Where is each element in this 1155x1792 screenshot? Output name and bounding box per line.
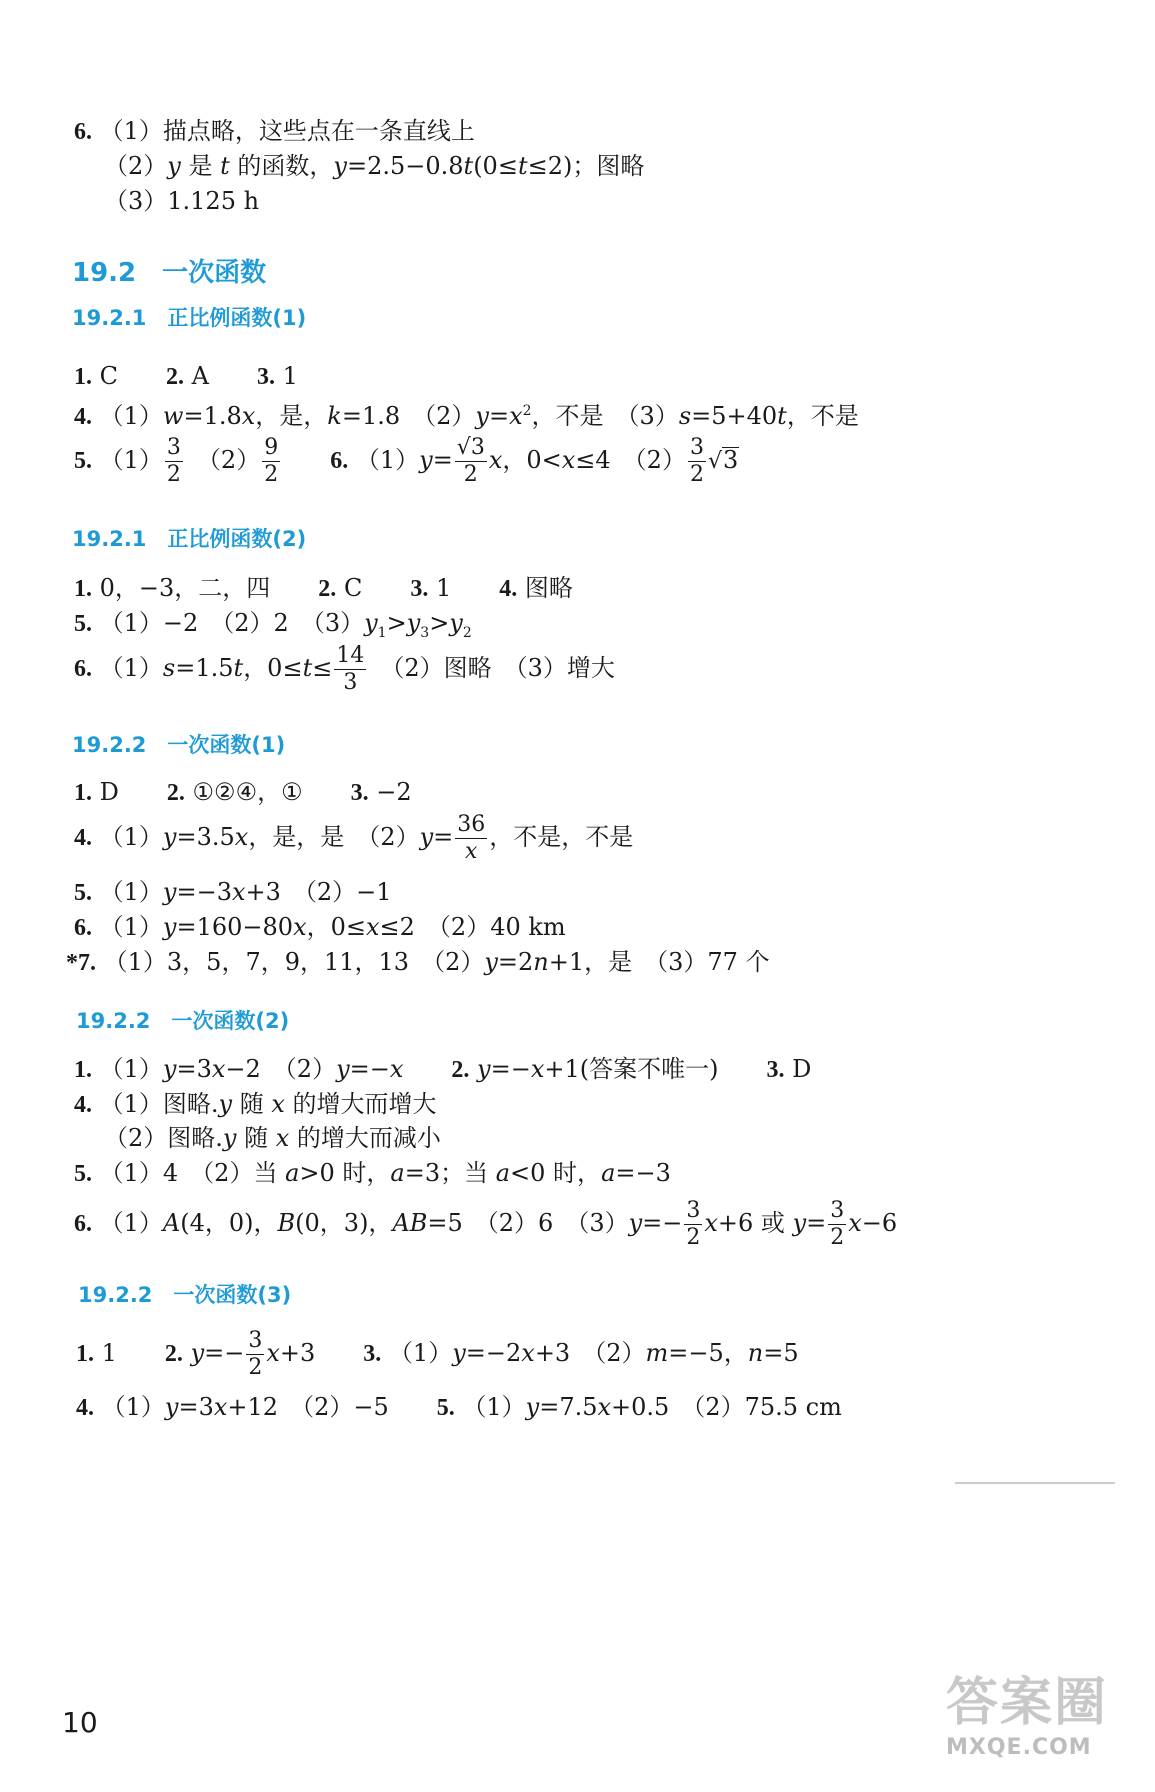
var: A [162, 1209, 181, 1237]
var: x [293, 913, 307, 941]
answer-text: 图略 [524, 574, 573, 602]
var: y [484, 948, 498, 976]
question-number: 2. [166, 780, 185, 806]
var: y [419, 823, 434, 851]
fraction [688, 435, 706, 488]
answer-text: （2） [196, 446, 261, 474]
answer-text: （1） [462, 1393, 526, 1421]
s5-line1 [76, 1328, 799, 1381]
answer-text: (0≤ [473, 152, 518, 180]
var: k [327, 402, 342, 430]
question-number: 4. [74, 404, 92, 430]
answer-text: −2 [376, 778, 412, 806]
s4-line1 [74, 1053, 811, 1086]
s4-line2 [74, 1088, 437, 1121]
answer-text: （1） [99, 1055, 163, 1083]
s4-line4 [74, 1157, 671, 1190]
answer-text: +3 [279, 1339, 316, 1367]
question-number: *7. [66, 950, 96, 976]
var: x [275, 1124, 290, 1152]
question-number: 5. [436, 1395, 455, 1421]
var: y [333, 152, 347, 180]
subsection-title: 19.2.2 一次函数(1) [72, 733, 286, 757]
var: w [162, 402, 184, 430]
answer-text: <0 时， [510, 1159, 602, 1187]
s1-line2 [74, 395, 859, 433]
answer-text: 是 [180, 152, 221, 180]
var: x [213, 1393, 228, 1421]
denominator: 2 [463, 462, 478, 487]
answer-text: ，不是 （3） [531, 402, 679, 430]
var: y [792, 1209, 807, 1237]
s5-line2 [76, 1391, 842, 1424]
var: y [475, 402, 489, 430]
var: x [509, 402, 523, 430]
numerator: 3 [830, 1198, 845, 1223]
answer-text: ，0≤ [243, 654, 303, 682]
denominator: 3 [343, 670, 358, 695]
question-number: 5. [74, 448, 92, 474]
var: s [678, 402, 692, 430]
var: y [628, 1209, 643, 1237]
numerator: 3 [248, 1328, 263, 1353]
s3-line1 [74, 776, 412, 809]
var: y [162, 823, 177, 851]
superscript: 2 [522, 403, 532, 419]
answer-text: ≤2)；图略 [527, 152, 645, 180]
answer-text: 随 [236, 1124, 276, 1152]
answer-text: =−3 [615, 1159, 671, 1187]
answer-text: ≤ [312, 654, 333, 682]
numerator: 3 [686, 1198, 701, 1223]
answer-text: =3 [176, 1055, 212, 1083]
var: y [525, 1393, 540, 1421]
s3-line5 [66, 946, 770, 979]
answer-text: =1.8 [183, 402, 242, 430]
denominator: 2 [166, 462, 181, 487]
var: t [463, 152, 474, 180]
answer-text: 1 [435, 574, 452, 602]
denominator: 2 [830, 1225, 845, 1250]
var: x [561, 446, 576, 474]
answer-text: （1） [99, 402, 163, 430]
answer-text: （1） [101, 1393, 165, 1421]
fraction [334, 643, 366, 696]
answer-text: =− [642, 1209, 683, 1237]
question-number: 5. [74, 880, 92, 906]
question-number: 6. [330, 448, 349, 474]
answer-text: = [806, 1209, 827, 1237]
answer-text: （2）图略 （3）增大 [380, 654, 615, 682]
var: n [747, 1339, 764, 1367]
answer-text: （1） [388, 1339, 453, 1367]
answer-text: =5 [763, 1339, 799, 1367]
answer-text: 的函数， [229, 152, 334, 180]
answer-text: =−5， [668, 1339, 748, 1367]
var: y [162, 913, 177, 941]
answer-text: +3 （2）−1 [245, 878, 392, 906]
answer-text: 的增大而减小 [289, 1124, 441, 1152]
subscript: 1 [377, 624, 387, 641]
var: x [704, 1209, 718, 1237]
question-number: 3. [766, 1057, 785, 1083]
answer-text: A [191, 362, 209, 390]
var: x [271, 1090, 285, 1118]
var: x [521, 1339, 535, 1367]
s3-line4 [74, 911, 566, 944]
answer-text: （1） [99, 823, 163, 851]
answer-text: +1，是 （3）77 个 [548, 948, 770, 976]
question-number: 1. [74, 1057, 92, 1083]
subsection-title: 19.2.2 一次函数(2) [76, 1009, 290, 1033]
var: y [190, 1339, 205, 1367]
answer-text: （1）3，5，7，9，11，13 （2） [103, 948, 485, 976]
answer-text: 0，−3，二，四 [99, 574, 271, 602]
var: x [366, 913, 380, 941]
answer-text: =3.5 [176, 823, 235, 851]
question-number: 3. [363, 1341, 382, 1367]
var: t [302, 654, 313, 682]
question-number: 4. [499, 576, 518, 602]
var: y [218, 1090, 233, 1118]
denominator: 2 [689, 462, 704, 487]
s2-line1 [74, 572, 573, 605]
var: x [241, 402, 256, 430]
answer-text: (0，3)， [295, 1209, 393, 1237]
answer-text: ，不是，不是 [489, 823, 634, 851]
question-number: 5. [74, 611, 92, 637]
numerator: 36 [457, 812, 486, 837]
s3-line2 [74, 812, 633, 865]
var: x [231, 878, 246, 906]
answer-text: 1 [282, 362, 298, 390]
answer-text: ，0< [502, 446, 562, 474]
denominator: x [465, 839, 478, 864]
var: x [266, 1339, 280, 1367]
answer-text: ≤2 （2）40 km [379, 913, 566, 941]
answer-text: =− [490, 1055, 531, 1083]
answer-text: =1.8 （2） [341, 402, 476, 430]
var: y [406, 609, 421, 637]
answer-text: =160−80 [176, 913, 294, 941]
fraction [828, 1198, 846, 1251]
answer-text: =3；当 [404, 1159, 496, 1187]
answer-text: C [343, 574, 363, 602]
answer-text: ①②④，① [192, 778, 303, 806]
subsection-title: 19.2.2 一次函数(3) [78, 1283, 292, 1307]
answer-text: （1） [355, 446, 420, 474]
page-number: 10 [62, 1706, 98, 1739]
var: y [452, 1339, 466, 1367]
answer-text: = [433, 823, 454, 851]
subsection-title: 19.2.1 正比例函数(1) [72, 306, 307, 330]
prev-q6-line2 [104, 150, 644, 182]
answer-text: （1）4 （2）当 [99, 1159, 286, 1187]
question-number: 6. [74, 915, 92, 941]
var: x [530, 1055, 545, 1083]
answer-text: +3 （2） [534, 1339, 646, 1367]
radicand: 3 [722, 446, 739, 474]
var: y [162, 878, 177, 906]
var: y [162, 1055, 177, 1083]
answer-text: =− [204, 1339, 245, 1367]
answer-text: （1） [99, 654, 163, 682]
var: a [285, 1159, 300, 1187]
question-number: 2. [318, 576, 337, 602]
question-number: 2. [166, 364, 185, 390]
var: a [390, 1159, 405, 1187]
answer-text: =1.5 [175, 654, 234, 682]
var: x [389, 1055, 404, 1083]
s3-line3 [74, 876, 392, 909]
question-number: 4. [74, 825, 92, 851]
question-number: 3. [350, 780, 369, 806]
answer-text: =7.5 [539, 1393, 598, 1421]
answer-text: =5+40 [691, 402, 778, 430]
var: y [222, 1124, 237, 1152]
answer-text: +12 （2）−5 [227, 1393, 389, 1421]
var: x [597, 1393, 612, 1421]
var: y [419, 446, 433, 474]
answer-text: ≤4 （2） [575, 446, 686, 474]
answer-text: D [792, 1055, 812, 1083]
numerator: 9 [264, 435, 279, 460]
var: a [601, 1159, 616, 1187]
answer-text: ，是， [255, 402, 328, 430]
prev-q6-line1 [74, 115, 475, 148]
var: y [336, 1055, 350, 1083]
operator: > [429, 609, 450, 637]
answer-text: （1） [99, 878, 163, 906]
var: y [167, 152, 181, 180]
question-number: 5. [74, 1161, 92, 1187]
numerator: √3 [456, 435, 485, 460]
answer-text: −6 [861, 1209, 898, 1237]
prev-q6-line3 [104, 185, 259, 217]
var: n [533, 948, 549, 976]
var: x [488, 446, 503, 474]
answer-text: （1） [99, 913, 163, 941]
answer-text: −2 （2） [225, 1055, 337, 1083]
question-number: 3. [410, 576, 429, 602]
answer-text: =−3 [176, 878, 232, 906]
question-number: 6. [74, 119, 92, 145]
fraction [246, 1328, 264, 1381]
question-number: 6. [74, 656, 92, 682]
question-number: 3. [257, 364, 275, 390]
question-number: 6. [74, 1211, 92, 1237]
var: s [162, 654, 176, 682]
answer-text: （2）图略. [104, 1124, 223, 1152]
answer-text: +1(答案不唯一) [544, 1055, 719, 1083]
s4-line5 [74, 1198, 897, 1251]
answer-text: +6 或 [717, 1209, 793, 1237]
answer-text: (4，0)， [180, 1209, 278, 1237]
answer-text: （1） [99, 1209, 163, 1237]
answer-text: =5 （2）6 （3） [427, 1209, 629, 1237]
var: t [220, 152, 230, 180]
operator: > [386, 609, 407, 637]
radical-sign: √ [707, 449, 722, 474]
fraction [262, 435, 280, 488]
s2-line3 [74, 643, 615, 696]
answer-text: 随 [232, 1090, 272, 1118]
answer-text: （1）图略. [99, 1090, 219, 1118]
var: y [449, 609, 463, 637]
question-number: 1. [76, 1341, 94, 1367]
s4-line3 [104, 1122, 441, 1154]
answer-text: = [432, 446, 453, 474]
numerator: 14 [336, 643, 365, 668]
var: a [495, 1159, 511, 1187]
var: t [233, 654, 244, 682]
question-number: 4. [76, 1395, 94, 1421]
denominator: 2 [264, 462, 279, 487]
answer-text: C [99, 362, 119, 390]
answer-text: ，是，是 （2） [248, 823, 420, 851]
var: y [164, 1393, 179, 1421]
answer-text: （1）−2 （2）2 （3） [99, 609, 365, 637]
question-number: 2. [451, 1057, 470, 1083]
answer-text: （1）描点略，这些点在一条直线上 [99, 117, 475, 145]
answer-text: =−2 [465, 1339, 522, 1367]
question-number: 2. [164, 1341, 183, 1367]
answer-text: =3 [178, 1393, 214, 1421]
var: x [848, 1209, 862, 1237]
var: y [477, 1055, 491, 1083]
var: x [211, 1055, 226, 1083]
subscript: 3 [420, 624, 430, 641]
section-title: 19.2 一次函数 [72, 258, 267, 288]
subscript: 2 [462, 624, 472, 641]
var: t [777, 402, 787, 430]
question-number: 4. [74, 1092, 92, 1118]
var: t [517, 152, 528, 180]
question-number: 1. [74, 576, 92, 602]
answer-text: 1 [101, 1339, 117, 1367]
watermark-title: 答案圈 [946, 1673, 1109, 1733]
numerator: 3 [689, 435, 704, 460]
var: B [277, 1209, 296, 1237]
answer-text: +0.5 （2）75.5 cm [611, 1393, 842, 1421]
answer-text: （2） [104, 152, 168, 180]
fraction [455, 812, 487, 865]
numerator: 3 [166, 435, 181, 460]
watermark-logo [946, 1660, 1108, 1760]
answer-text: >0 时， [299, 1159, 391, 1187]
question-number: 1. [74, 364, 92, 390]
answer-text: ，不是 [786, 402, 859, 430]
subsection-title: 19.2.1 正比例函数(2) [72, 527, 307, 551]
var: m [645, 1339, 669, 1367]
answer-text: =2.5−0.8 [346, 152, 464, 180]
answer-text: =− [349, 1055, 390, 1083]
answer-text: 的增大而增大 [284, 1090, 437, 1118]
answer-text: （1） [99, 446, 163, 474]
var: x [234, 823, 249, 851]
s1-line3 [74, 435, 739, 488]
answer-text: =2 [497, 948, 534, 976]
var: AB [392, 1209, 428, 1237]
fraction [165, 435, 183, 488]
question-number: 1. [74, 780, 92, 806]
fraction [455, 435, 487, 488]
var: y [364, 609, 378, 637]
answer-text: ，0≤ [306, 913, 366, 941]
answer-text: （3）1.125 h [104, 187, 260, 215]
watermark-url: MXQE.COM [946, 1735, 1092, 1760]
s1-line1 [74, 360, 298, 393]
denominator: 2 [248, 1355, 263, 1380]
divider [955, 1482, 1115, 1484]
fraction [684, 1198, 702, 1251]
answer-text: D [99, 778, 119, 806]
answer-text: = [488, 402, 510, 430]
denominator: 2 [686, 1225, 701, 1250]
